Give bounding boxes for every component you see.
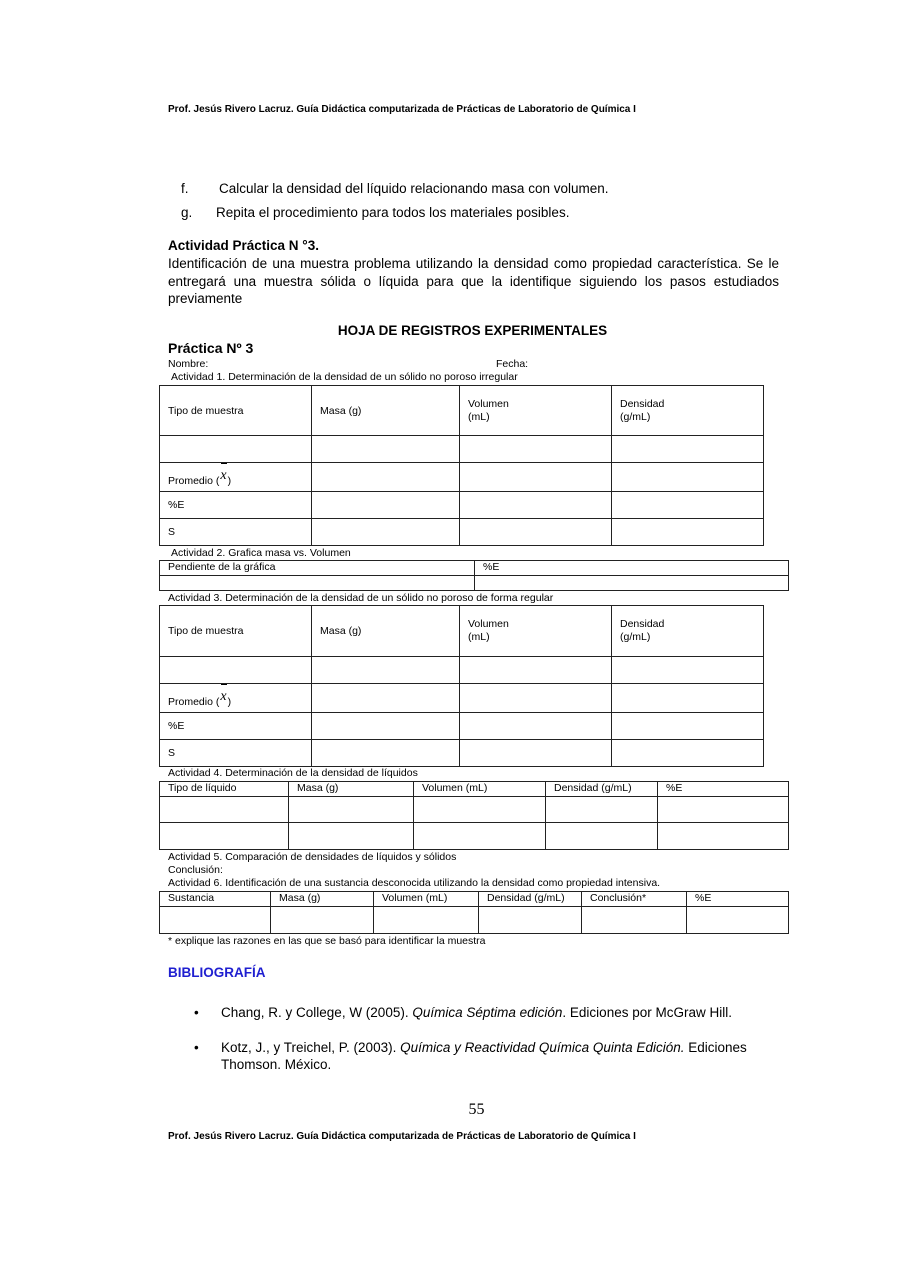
ref-publisher: . Ediciones por McGraw Hill.: [562, 1005, 732, 1020]
table-row: [160, 713, 764, 740]
table-cell[interactable]: [612, 436, 764, 463]
table-cell[interactable]: [460, 713, 612, 740]
table-cell[interactable]: [289, 797, 414, 823]
table-cell[interactable]: [460, 436, 612, 463]
header-cell: Tipo de líquido: [160, 782, 289, 797]
table-cell[interactable]: [312, 684, 460, 713]
table-cell[interactable]: [271, 907, 374, 934]
header-cell: Masa (g): [271, 892, 374, 907]
header-cell: [612, 606, 764, 657]
sheet-title: HOJA DE REGISTROS EXPERIMENTALES: [337, 323, 608, 338]
ref-title: Química Séptima edición: [412, 1005, 563, 1020]
row-label: %E: [160, 713, 312, 740]
table-row: [160, 684, 764, 713]
table-cell[interactable]: [312, 713, 460, 740]
table-cell[interactable]: [612, 463, 764, 492]
row-label: S: [160, 740, 312, 767]
table-header-row: [160, 386, 764, 436]
header-cell: Densidad (g/mL): [546, 782, 658, 797]
header-line: Volumen: [468, 398, 509, 410]
act6-caption: Actividad 6. Identificación de una sustancia desconocida utilizando la densidad como propiedad intensiva.: [168, 877, 661, 889]
table-cell[interactable]: [475, 576, 789, 591]
table-cell[interactable]: [612, 713, 764, 740]
header-line: (g/mL): [620, 631, 651, 643]
bullet: •: [194, 1005, 199, 1020]
header-line: Densidad: [620, 398, 665, 410]
table-cell[interactable]: [160, 907, 271, 934]
promedio-label: [160, 684, 312, 713]
table-cell[interactable]: [160, 823, 289, 850]
table-cell[interactable]: [658, 823, 789, 850]
header-line: (mL): [468, 631, 490, 643]
date-label: Fecha:: [496, 358, 529, 370]
table-row: [160, 823, 789, 850]
table-cell[interactable]: [612, 740, 764, 767]
header-cell: Volumen (mL): [374, 892, 479, 907]
act5-caption: Actividad 5. Comparación de densidades de líquidos y sólidos: [168, 851, 457, 863]
table-cell[interactable]: [582, 907, 687, 934]
step-text: Calcular la densidad del líquido relacionando masa con volumen.: [219, 181, 609, 196]
table-cell[interactable]: [312, 740, 460, 767]
act6-footnote: * explique las razones en las que se basó para identificar la muestra: [168, 935, 486, 947]
table-row: [160, 492, 764, 519]
ref-publisher: Ediciones Thomson. México.: [221, 1040, 747, 1072]
table-cell[interactable]: [460, 740, 612, 767]
table-row: [160, 797, 789, 823]
header-cell: Conclusión*: [582, 892, 687, 907]
header-cell: Masa (g): [312, 386, 460, 436]
act1-table: [159, 385, 764, 546]
header-cell: Volumen (mL): [414, 782, 546, 797]
table-row: [160, 436, 764, 463]
promedio-close: ): [227, 475, 232, 487]
table-cell[interactable]: [312, 657, 460, 684]
act1-caption: Actividad 1. Determinación de la densidad de un sólido no poroso irregular: [171, 371, 518, 383]
header-cell: Sustancia: [160, 892, 271, 907]
bibliography-item: [221, 1004, 781, 1021]
practice-title: Práctica Nº 3: [168, 340, 254, 356]
ref-authors: Chang, R. y College, W (2005).: [221, 1005, 413, 1020]
row-label: %E: [160, 492, 312, 519]
header-cell: Densidad (g/mL): [479, 892, 582, 907]
table-cell[interactable]: [414, 797, 546, 823]
bibliography-title: BIBLIOGRAFÍA: [168, 965, 266, 980]
table-cell[interactable]: [160, 576, 475, 591]
header-line: Densidad: [620, 618, 665, 630]
row-label: S: [160, 519, 312, 546]
act2-table: [159, 560, 789, 591]
running-header: Prof. Jesús Rivero Lacruz. Guía Didáctica computarizada de Prácticas de Laboratorio de Química I: [168, 104, 636, 115]
header-cell: %E: [687, 892, 789, 907]
act4-table: [159, 781, 789, 850]
table-cell[interactable]: [546, 823, 658, 850]
ref-title: Química y Reactividad Química Quinta Edición.: [400, 1040, 685, 1055]
act6-table: [159, 891, 789, 934]
table-header-row: [160, 561, 789, 576]
table-row: [160, 519, 764, 546]
header-cell: %E: [475, 561, 789, 576]
table-cell[interactable]: [414, 823, 546, 850]
step-text: Repita el procedimiento para todos los materiales posibles.: [216, 205, 570, 220]
table-cell[interactable]: [374, 907, 479, 934]
x-bar-symbol: x: [220, 468, 227, 483]
table-row: [160, 657, 764, 684]
table-cell[interactable]: [160, 657, 312, 684]
page-number: 55: [468, 1101, 485, 1118]
table-cell[interactable]: [612, 657, 764, 684]
header-cell: [612, 386, 764, 436]
table-cell[interactable]: [289, 823, 414, 850]
header-cell: Tipo de muestra: [160, 386, 312, 436]
header-cell: [460, 606, 612, 657]
activity-text: Identificación de una muestra problema utilizando la densidad como propiedad característica. Se le entregará una muestra sólida o líquida para que la identifique siguiendo los pasos estudiados previamente: [168, 256, 779, 306]
header-cell: %E: [658, 782, 789, 797]
act3-table: [159, 605, 764, 767]
act3-caption: Actividad 3. Determinación de la densidad de un sólido no poroso de forma regular: [168, 592, 554, 604]
header-cell: [460, 386, 612, 436]
act4-caption: Actividad 4. Determinación de la densidad de líquidos: [168, 767, 418, 779]
table-cell[interactable]: [612, 684, 764, 713]
table-cell[interactable]: [312, 492, 460, 519]
table-cell[interactable]: [546, 797, 658, 823]
promedio-text: Promedio (: [168, 696, 220, 708]
header-line: (g/mL): [620, 411, 651, 423]
table-cell[interactable]: [160, 436, 312, 463]
table-row: [160, 740, 764, 767]
table-row: [160, 907, 789, 934]
header-cell: Pendiente de la gráfica: [160, 561, 475, 576]
promedio-label: [160, 463, 312, 492]
table-row: [160, 463, 764, 492]
ref-authors: Kotz, J., y Treichel, P. (2003).: [221, 1040, 401, 1055]
step-marker: g.: [181, 205, 193, 220]
name-label: Nombre:: [168, 358, 209, 370]
table-cell[interactable]: [312, 463, 460, 492]
table-header-row: [160, 892, 789, 907]
table-cell[interactable]: [479, 907, 582, 934]
table-row: [160, 576, 789, 591]
header-line: Volumen: [468, 618, 509, 630]
table-cell[interactable]: [460, 519, 612, 546]
header-cell: Masa (g): [312, 606, 460, 657]
header-cell: Masa (g): [289, 782, 414, 797]
x-bar-symbol: x: [220, 689, 227, 704]
promedio-text: Promedio (: [168, 475, 220, 487]
table-cell[interactable]: [687, 907, 789, 934]
activity-title: Actividad Práctica N °3.: [168, 238, 319, 253]
table-cell[interactable]: [460, 684, 612, 713]
table-cell[interactable]: [460, 463, 612, 492]
table-header-row: [160, 782, 789, 797]
table-cell[interactable]: [612, 519, 764, 546]
header-cell: Tipo de muestra: [160, 606, 312, 657]
promedio-close: ): [227, 696, 232, 708]
running-footer: Prof. Jesús Rivero Lacruz. Guía Didáctica computarizada de Prácticas de Laboratorio de Química I: [168, 1131, 636, 1142]
act2-caption: Actividad 2. Grafica masa vs. Volumen: [171, 547, 351, 559]
table-cell[interactable]: [612, 492, 764, 519]
bullet: •: [194, 1040, 199, 1055]
table-header-row: [160, 606, 764, 657]
conclusion-label: Conclusión:: [168, 864, 223, 876]
step-marker: f.: [181, 181, 189, 196]
table-cell[interactable]: [658, 797, 789, 823]
table-cell[interactable]: [312, 436, 460, 463]
table-cell[interactable]: [160, 797, 289, 823]
table-cell[interactable]: [460, 492, 612, 519]
header-line: (mL): [468, 411, 490, 423]
table-cell[interactable]: [460, 657, 612, 684]
table-cell[interactable]: [312, 519, 460, 546]
bibliography-item: [221, 1039, 781, 1073]
